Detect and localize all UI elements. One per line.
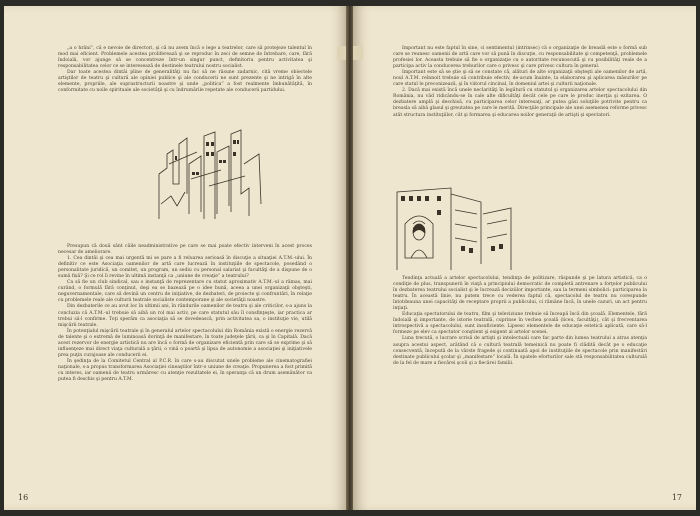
paragraph: Educaţia spectatorului de teatru, film şi televiziune trebuie să înceapă încă din şcoală. Elementele, fără îndoială şi importante, de istorie teatrală, cuprinse în vechea şcoală (liceu, facultăţi), cât şi frecventarea introspectivă a spectacolului, sunt insuficiente. Lipsesc elementele de educaţie estetică aplicată, care să-l formeze pe elev ca spectator conştient şi exigent al artelor scenei.: [393, 312, 647, 336]
left-page: [4, 6, 347, 510]
left-page-bottom-text: [58, 244, 312, 383]
paragraph: Important nu este faptul în sine, ci sentimentul (intrinsec) că o organizaţie de breaslă este o formă sub care se reunesc oamenii de artă care vor să pună în discuţie, cu responsabilitate şi competenţă, problemele profesiei lor. Aceasta trebuie să fie o organizaţie cu o autoritate recunoscută şi cu posibilităţi reale de a participa activ la conducerea treburilor care o privesc şi care privesc cultura în general.: [393, 46, 647, 70]
paragraph: Din dezbaterile ce au avut loc în ultimii ani, în rândurile oamenilor de teatru şi ale criticilor, s-a ajuns la concluzia că A.T.M.-ul trebuie să aibă un rol mai activ, pe care statutul său îl consfinţeşte, iar practica ar trebui să-l confirme. Toţi sperăm ca asociaţia să se dovedească, prin activitatea sa, o instituţie vie, utilă mişcării teatrale.: [58, 304, 312, 328]
woman-at-window-illustration: [391, 184, 519, 272]
paragraph: Ca să fie un club sindical, sau o instanţă de reprezentare cu statut aproximativ A.T.M.-ul a rămas, mai curând, o formulă fără conţinut, deşi ea se bazează pe o idee bună, aceea a unei organizaţii obşteşti, neguvernamentale, care să devină un centru de iniţiative, de dezbateri, de proiecte şi confruntări, în relaţie cu problemele reale ale culturii teatrale socialiste contemporane şi ale societăţii noastre.: [58, 280, 312, 304]
city-sketch-illustration: [149, 124, 269, 224]
right-page-bottom-text: [393, 276, 647, 367]
page-edge-tab: [353, 46, 363, 60]
page-number: 16: [18, 493, 29, 502]
paragraph: 1. Cea dintâi şi cea mai urgentă mi se pare a fi reluarea serioasă în discuţie a situaţiei A.T.M.-ului. În definitiv ce este Asociaţia oamenilor de artă care lucrează în instituţiile de spectacole, posedând o personalitate juridică, un comitet, un program, un sediu cu personal salariat şi facultăţi de a dispune de o sumă fixă? Şi ce rol îi revine în ultimă instanţă ca „uniune de creaţie” a teatrului?: [58, 256, 312, 280]
paragraph: Luna trecută, o lucrare scrisă de artişti şi intelectuali care fac parte din lumea teatrului a atras atenţia asupra acestui aspect, arătând că o cultură teatrală temeinică nu poate fi clădită decât pe o educaţie consecventă, începută de la vârste fragede şi continuată apoi de instituţiile de spectacole prin manifestări destinate publicului şcolar şi „manifestare” locală. În spatele eforturilor sale stă responsabilitatea culturală de la fel de mare a fiecărei şcoli şi a fiecărei familii.: [393, 336, 647, 366]
paragraph: Dar toate acestea dintâi pline de generalităţi nu fac să ne răsune zadarnic, cită vreme obiectele artiştilor de teatru şi cultură ale opiniei publice şi ale conducerii ne sunt prezente şi ne intrigă în alte elemente, propriile, ale suprastructurii noastre şi unde „politica” a fost realmente îmbunătăţită, în conformitate cu noile spirituale ale societăţii şi cu îndrumările repetate ale conducerii partidului.: [58, 70, 312, 94]
left-page-top-text: [58, 46, 312, 94]
right-page-top-text: [393, 46, 647, 119]
paragraph: 2. Dacă mai există încă unele neclarităţi în legătură cu statutul şi organizarea artelor spectacolului din România, nu văd ridicându-se în cale alte dificultăţi decât cele pe care le produc inerţia şi ezitarea. O dezbatere amplă şi deschisă, cu participarea celor interesaţi, ar putea găsi soluţiile potrivite pentru ca breasla să aibă glasul şi greutatea pe care le merită. Direcţiile principale ale unei asemenea reforme privesc atât structura instituţiilor, cât şi formarea şi educarea noilor generaţii de artişti şi spectatori.: [393, 88, 647, 118]
right-page: [353, 6, 696, 510]
paragraph: Presupun că două sânt căile neadministrative pe care se mai poate efectiv interveni în acest proces necesar de ameliorare.: [58, 244, 312, 256]
paragraph: „a o hrăni”, că e nevoie de directori, şi că nu avem încă o lege a teatrelor, care să protejeze talentul în mod mai eficient. Problemele acestea proliferează şi se reproduc în zeci de semne de întrebare, care, fără îndoială, vor ajunge să se concentreze într-un singur punct, definitoriu pentru activitatea şi responsabilitatea celor ce se interesează de destinele teatrului nostru socialist.: [58, 46, 312, 70]
paragraph: În şedinţa de la Comitetul Central al P.C.R. în care s-au discutat unele probleme ale cinematografiei naţionale, s-a propus transformarea Asociaţiei cineaştilor într-o uniune de creaţie. Propunerea a fost primită cu interes, iar oamenii de teatru urmăresc cu atenţie rezultatele ei, în speranţa că un drum asemănător va putea fi deschis şi pentru A.T.M.: [58, 358, 312, 383]
page-number: 17: [671, 493, 682, 502]
paragraph: Important este să se ştie şi să se constate că, alături de alte organizaţii obşteşti ale oamenilor de artă, noul A.T.M. reînnoit trebuie să contribuie efectiv, de-acum înainte, la elaborarea şi aplicarea măsurilor pe care statul le preconizează, şi în viitorul cincinal, în domeniul artei şi culturii naţionale.: [393, 70, 647, 88]
paragraph: În potenţialul mişcării teatrale şi în generalul artelor spectacolului din România există o energie rezervă de talente şi o extremă de luminoasă dorinţă de manifestare, în toate judeţele ţării, ca şi în Capitală. Dacă acest rezervor de energie artistică nu are încă o formă de organizare eficientă prin care să se exprime şi să influenţeze mai direct viaţa culturală a ţării, o vină o poartă şi lipsa de autonomie a asociaţiei şi iniţiativele prea puţin curajoase ale conducerii ei.: [58, 328, 312, 358]
paragraph: Tendinţa actuală a artelor spectacolului, tendinţa de politizare, răspunde şi pe latura artistică, ca o condiţie de plus, transpunerii în viaţă a principiului democratic de completă antrenare a forţelor publicului în dezbaterea teatrului socialist şi le lucrează deciziilor importante, sau la termeni simbolici: participarea la teatru. În această linie, nu putem trece cu vederea faptul că, spectacolul de teatru nu corespunde întotdeauna unei capacităţi de receptare proprii a publicului, ci rămâne încă, în unele cazuri, un act pentru inţiaţi.: [393, 276, 647, 312]
